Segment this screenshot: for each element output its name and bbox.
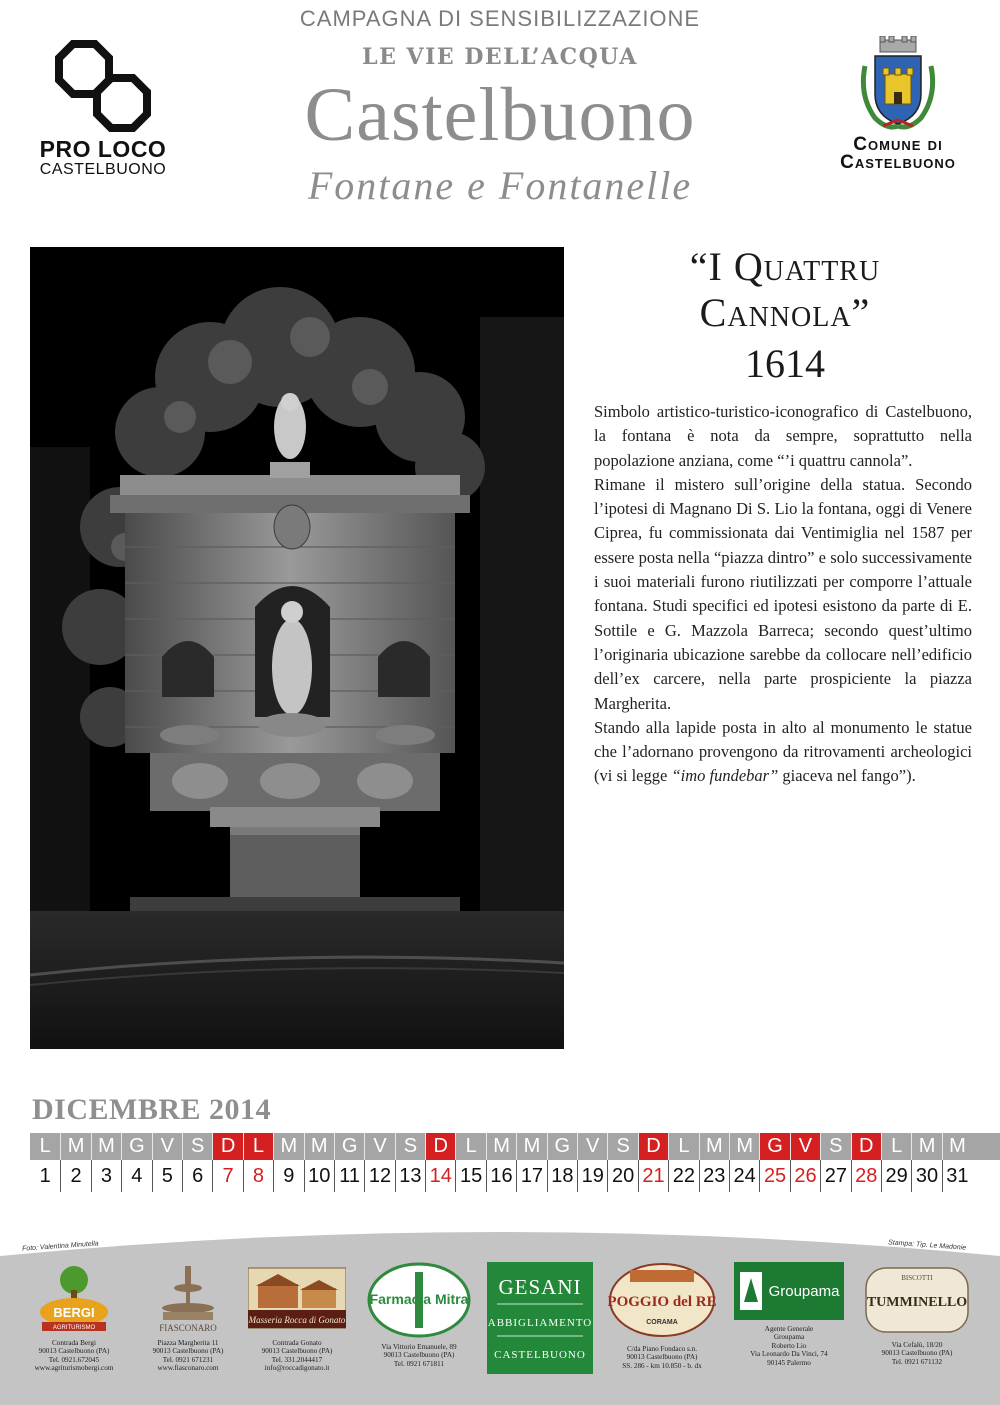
sponsor-line: C/da Piano Fondaco s.n. [626, 1344, 698, 1353]
article-paragraph: Simbolo artistico-turistico-iconografico di Castelbuono, la fontana è nota da sempre, soprattutto nella popolazione anziana, come “’i quattru cannola”. [594, 402, 972, 470]
poggio-name: POGGIO del RE [608, 1294, 716, 1310]
fountain-photo [30, 247, 564, 1049]
calendar-weekday: D [638, 1133, 668, 1160]
calendar-date-row [30, 1160, 1000, 1192]
calendar [30, 1133, 1000, 1192]
calendar-date: 7 [212, 1160, 242, 1192]
sponsor-line: SS. 286 - km 10.850 - b. dx [622, 1361, 702, 1370]
fiasconaro-name: FIASCONARO [159, 1323, 217, 1333]
calendar-date: 5 [152, 1160, 182, 1192]
article-body [594, 400, 972, 789]
calendar-weekday: M [60, 1133, 90, 1160]
sponsor-rocca-di-gonato [246, 1262, 348, 1373]
calendar-date: 10 [304, 1160, 334, 1192]
sponsor-fiasconaro [138, 1262, 238, 1373]
calendar-date: 21 [638, 1160, 668, 1192]
sponsor-line: Tel. 0921.672045 [48, 1355, 100, 1364]
sponsor-line: Tel. 0921 671132 [891, 1357, 943, 1366]
proloco-logo [28, 40, 178, 179]
sponsor-line: 90013 Castelbuono (PA) [152, 1347, 224, 1356]
calendar-weekday: D [425, 1133, 455, 1160]
calendar-weekday: L [243, 1133, 273, 1160]
calendar-date: 19 [577, 1160, 607, 1192]
comune-line-1: Comune di [853, 134, 943, 155]
calendar-weekday: S [607, 1133, 637, 1160]
article-year: 1614 [745, 341, 825, 386]
calendar-weekday: L [881, 1133, 911, 1160]
calendar-month: DICEMBRE 2014 [32, 1093, 272, 1126]
calendar-date: 1 [39, 1165, 51, 1187]
poggio-tag: CORAMA [646, 1319, 678, 1326]
proloco-subtitle: CASTELBUONO [39, 161, 167, 178]
calendar-weekday: G [547, 1133, 577, 1160]
calendar-date: 17 [516, 1160, 546, 1192]
sponsor-line: 90013 Castelbuono (PA) [881, 1349, 953, 1358]
calendar-weekday: M [942, 1133, 972, 1160]
calendar-date: 27 [820, 1160, 850, 1192]
calendar-weekday: V [790, 1133, 820, 1160]
calendar-weekday: M [911, 1133, 941, 1160]
sponsor-line: info@roccadigonato.it [264, 1364, 330, 1373]
calendar-weekday: M [273, 1133, 303, 1160]
calendar-weekday: L [668, 1133, 698, 1160]
sponsor-bergi [20, 1262, 128, 1373]
calendar-date: 16 [486, 1160, 516, 1192]
calendar-weekday: V [577, 1133, 607, 1160]
groupama-logo [734, 1262, 844, 1320]
calendar-date: 8 [243, 1160, 273, 1192]
calendar-date: 25 [759, 1160, 789, 1192]
sponsor-line: Via Vittorio Emanuele, 89 [381, 1342, 457, 1351]
poggio-del-re-logo [608, 1262, 716, 1340]
sponsor-line: 90013 Castelbuono (PA) [38, 1347, 110, 1356]
print-credit: Stampa: Tip. Le Madonie [887, 1239, 967, 1252]
calendar-date: 26 [790, 1160, 820, 1192]
calendar-date: 4 [121, 1160, 151, 1192]
tumminello-name: TUMMINELLO [866, 1295, 968, 1310]
calendar-date: 13 [395, 1160, 425, 1192]
campaign-subtitle: LE VIE DELL’ACQUA [362, 44, 638, 70]
article-title-line-2: Cannola” [699, 290, 871, 335]
calendar-weekday: M [486, 1133, 516, 1160]
calendar-date: 15 [455, 1160, 485, 1192]
calendar-weekday-row [30, 1133, 1000, 1160]
calendar-date: 14 [425, 1160, 455, 1192]
calendar-weekday: D [851, 1133, 881, 1160]
sponsor-line: Via Cefalù, 18/20 [891, 1340, 943, 1349]
sponsor-groupama [730, 1262, 848, 1368]
calendar-weekday: M [91, 1133, 121, 1160]
calendar-date: 23 [699, 1160, 729, 1192]
proloco-title: PRO LOCO [39, 136, 167, 162]
article-paragraph [594, 716, 972, 789]
comune-line-2: Castelbuono [840, 152, 956, 173]
calendar-weekday: S [182, 1133, 212, 1160]
calendar-date: 24 [729, 1160, 759, 1192]
sponsor-line: Tel. 0921 671231 [162, 1355, 214, 1364]
calendar-weekday: M [516, 1133, 546, 1160]
calendar-date: 22 [668, 1160, 698, 1192]
series-title: Fontane e Fontanelle [307, 163, 693, 208]
calendar-weekday: G [334, 1133, 364, 1160]
calendar-weekday: S [395, 1133, 425, 1160]
masseria-name: Masseria Rocca di Gonato [248, 1315, 346, 1325]
calendar-date: 3 [91, 1160, 121, 1192]
calendar-weekday: S [820, 1133, 850, 1160]
calendar-weekday: L [455, 1133, 485, 1160]
sponsor-gesani [486, 1262, 594, 1379]
bergi-name: BERGI [53, 1305, 95, 1320]
calendar-date: 31 [942, 1160, 972, 1192]
article-quote: “imo fundebar” [671, 766, 779, 786]
sponsor-line: Piazza Margherita 11 [157, 1338, 219, 1347]
calendar-weekday: G [121, 1133, 151, 1160]
calendar-weekday: L [39, 1135, 51, 1157]
bergi-tree-icon [36, 1262, 112, 1334]
sponsor-line: Agente Generale [764, 1324, 814, 1333]
gesani-logo [487, 1262, 593, 1374]
sponsor-farmacia-mitra [364, 1262, 474, 1368]
article-text: Stando alla lapide posta in alto al monumento le statue che l’adornano provengono da ritrovamenti archeologici (vi si legge [594, 717, 972, 786]
calendar-date: 12 [364, 1160, 394, 1192]
calendar-date: 29 [881, 1160, 911, 1192]
farmacia-cross-icon [367, 1262, 471, 1338]
sponsor-line: 90145 Palermo [767, 1358, 811, 1367]
sponsor-line: Roberto Lio [771, 1341, 807, 1350]
sponsor-line: www.fiasconaro.com [157, 1364, 219, 1373]
gesani-tag-1: ABBIGLIAMENTO [487, 1317, 593, 1329]
photo-credit: Foto: Valentina Minutella [21, 1240, 99, 1253]
sponsor-line: Tel. 331.2044417 [271, 1355, 323, 1364]
calendar-weekday: V [152, 1133, 182, 1160]
sponsor-line: Contrada Gonato [272, 1338, 322, 1347]
calendar-date: 28 [851, 1160, 881, 1192]
sponsor-line: 90013 Castelbuono (PA) [261, 1347, 333, 1356]
sponsor-line: Contrada Bergi [52, 1338, 96, 1347]
calendar-date: 9 [273, 1160, 303, 1192]
tumminello-logo [864, 1262, 970, 1336]
farmacia-name: Farmacia Mitra [369, 1291, 469, 1307]
calendar-date: 11 [334, 1160, 364, 1192]
article-title [600, 244, 970, 336]
calendar-weekday: V [364, 1133, 394, 1160]
gesani-tag-2: CASTELBUONO [494, 1349, 586, 1361]
article-text: giaceva nel fango”). [778, 766, 916, 786]
gesani-name: GESANI [498, 1275, 582, 1299]
sponsor-line: Groupama [773, 1333, 805, 1342]
sponsor-line: 90013 Castelbuono (PA) [383, 1351, 455, 1360]
town-title: Castelbuono [304, 73, 696, 157]
calendar-date: 30 [911, 1160, 941, 1192]
calendar-weekday: M [729, 1133, 759, 1160]
comune-logo [818, 36, 978, 172]
calendar-date: 20 [607, 1160, 637, 1192]
groupama-name: Groupama [768, 1283, 840, 1300]
sponsor-poggio-del-re [606, 1262, 718, 1370]
calendar-date: 2 [60, 1160, 90, 1192]
sponsor-line: Tel. 0921 671811 [393, 1359, 445, 1368]
calendar-weekday: G [759, 1133, 789, 1160]
article-paragraph: Rimane il mistero sull’origine della statua. Secondo l’ipotesi di Magnano Di S. Lio la fontana, oggi di Venere Ciprea, fu commissionata dai Ventimiglia nel 1587 per essere posta nella “piazza dintro” e solo successivamente i suoi materiali furono riutilizzati per comporre l’attuale fontana. Studi specifici ed ipotesi esistono da parte di E. Sottile e G. Mazzola Barreca; secondo quest’ultimo l’originaria ubicazione sarebbe da collocare nell’edificio dell’ex carcere, nella parte prospiciente la piazza Margherita. [594, 474, 972, 713]
tumminello-tag: BISCOTTI [901, 1274, 933, 1282]
article-title-line-1: “I Quattru [689, 244, 881, 289]
calendar-weekday: M [304, 1133, 334, 1160]
masseria-building-icon [248, 1262, 346, 1334]
sponsor-line: Via Leonardo Da Vinci, 74 [750, 1350, 828, 1359]
bergi-tag: AGRITURISMO [52, 1325, 96, 1331]
calendar-date: 6 [182, 1160, 212, 1192]
sponsor-line: 90013 Castelbuono (PA) [626, 1353, 698, 1362]
coat-of-arms-icon [853, 36, 943, 136]
campaign-heading: CAMPAGNA DI SENSIBILIZZAZIONE [299, 6, 701, 31]
sponsor-line: www.agriturismobergi.com [34, 1364, 114, 1373]
calendar-date: 18 [547, 1160, 577, 1192]
fiasconaro-fountain-icon [153, 1262, 223, 1334]
calendar-weekday: D [212, 1133, 242, 1160]
calendar-weekday: M [699, 1133, 729, 1160]
sponsor-list [0, 1262, 1000, 1402]
sponsor-tumminello [862, 1262, 972, 1366]
proloco-rings-icon [55, 40, 151, 132]
